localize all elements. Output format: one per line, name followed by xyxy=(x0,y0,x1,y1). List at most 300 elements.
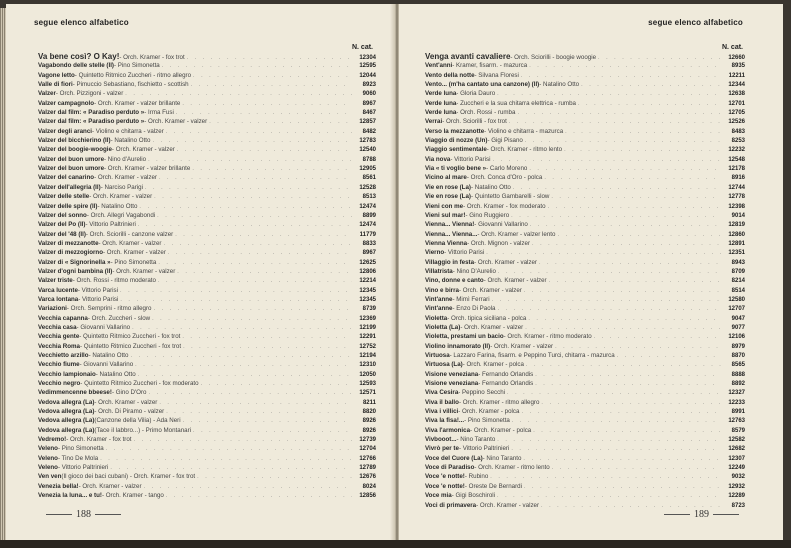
entry-title: Va bene così? O Kay! xyxy=(38,52,120,61)
leader-dots xyxy=(150,137,352,146)
entry-performer: - Vittorio Parisi xyxy=(78,295,119,303)
entry-title: Virtuosa (La) xyxy=(425,361,463,369)
entry-title: Vienna... Vienna... xyxy=(425,230,478,238)
entry-catalog-number: 8482 xyxy=(362,128,376,135)
entry-catalog-number: 8935 xyxy=(731,63,745,70)
entry-performer: - Vittorio Parisi xyxy=(450,155,491,163)
list-item xyxy=(38,192,376,201)
left-entry-list xyxy=(38,52,376,501)
list-item xyxy=(38,379,376,388)
leader-dots xyxy=(539,399,721,408)
list-item xyxy=(38,463,376,472)
list-item xyxy=(425,127,745,136)
entry-performer: - Vittorio Paltrinieri xyxy=(85,221,136,229)
entry-title: Verde luna xyxy=(425,109,457,117)
entry-catalog-number: 12766 xyxy=(359,455,376,462)
list-item xyxy=(38,360,376,369)
list-item xyxy=(38,127,376,136)
list-item xyxy=(425,145,745,154)
list-item xyxy=(38,416,376,425)
entry-performer: - Orch. Allegri Vagabondi xyxy=(86,211,156,219)
list-item xyxy=(425,117,745,126)
entry-performer: - Natalino Otto xyxy=(97,202,138,210)
list-item xyxy=(38,248,376,257)
entry-catalog-number: 11779 xyxy=(359,231,376,238)
entry-performer: - Natalino Otto xyxy=(110,137,151,145)
entry-performer: - Peppino Secchi xyxy=(458,389,506,397)
entry-performer: - Vittorio Parisi xyxy=(444,249,485,257)
left-page xyxy=(6,4,395,540)
entry-catalog-number: 12289 xyxy=(728,493,745,500)
entry-title: Vino, donne e canto xyxy=(425,277,484,285)
leader-dots xyxy=(495,436,721,445)
entry-title: Valzer del buon umore xyxy=(38,165,105,173)
leader-dots xyxy=(509,445,721,454)
entry-title: Valzer campagnolo xyxy=(38,99,95,107)
entry-title: Viaggio sentimentale xyxy=(425,146,487,154)
entry-title: Villatrista xyxy=(425,267,453,275)
entry-performer: - Violino e chitarra - mazurca xyxy=(484,127,564,135)
list-item xyxy=(38,426,376,435)
leader-dots xyxy=(118,296,352,305)
list-item xyxy=(38,164,376,173)
entry-title: Vedremo! xyxy=(38,436,67,444)
entry-catalog-number: 8967 xyxy=(362,100,376,107)
entry-title: Venga avanti cavaliere xyxy=(425,52,511,61)
entry-performer: - Orch. Sciorilli - fox trot xyxy=(442,118,507,126)
entry-title: Valzer del bicchierino (Il) xyxy=(38,137,111,145)
entry-catalog-number: 12214 xyxy=(359,278,376,285)
leader-dots xyxy=(128,352,352,361)
leader-dots xyxy=(157,399,352,408)
right-page xyxy=(399,4,783,540)
entry-catalog-number: 12369 xyxy=(359,315,376,322)
entry-performer: - Orch. Kramer - ritmo lento xyxy=(474,464,550,472)
entry-catalog-number: 8579 xyxy=(731,427,745,434)
entry-catalog-number: 12856 xyxy=(359,493,376,500)
list-item xyxy=(425,61,745,70)
right-entry-list xyxy=(425,52,745,510)
entry-performer: - Orch. Kramer - valzer xyxy=(490,342,554,350)
list-item xyxy=(425,183,745,192)
list-item xyxy=(38,295,376,304)
entry-catalog-number: 8739 xyxy=(362,306,376,313)
entry-title: Violetta xyxy=(425,314,448,322)
leader-dots xyxy=(132,436,352,445)
entry-catalog-number: 12744 xyxy=(728,184,745,191)
leader-dots xyxy=(555,231,721,240)
list-item xyxy=(425,258,745,267)
entry-performer: - Natalino Otto xyxy=(88,352,129,359)
entry-catalog-number: 12806 xyxy=(359,268,376,275)
list-item xyxy=(38,323,376,332)
entry-catalog-number: 12638 xyxy=(728,91,745,98)
entry-performer: - Fernando Orlandis xyxy=(478,380,534,388)
entry-performer: - Orch. Di Piramo - valzer xyxy=(94,408,165,416)
entry-catalog-number: 12860 xyxy=(728,231,745,238)
leader-dots xyxy=(161,240,352,249)
leader-dots xyxy=(542,174,721,183)
entry-performer: - Orch. Rossi - rumba xyxy=(456,109,516,117)
entry-title: Vivbooot... xyxy=(425,436,457,444)
entry-title: Vedova allegra (La) xyxy=(38,417,95,425)
entry-title: Valzer del boogie-woogie xyxy=(38,146,112,154)
list-item xyxy=(38,342,376,351)
entry-title: Visione veneziana xyxy=(425,370,479,378)
list-item xyxy=(38,145,376,154)
right-page-number-text: 189 xyxy=(694,509,709,520)
entry-title: Vie en rose (La) xyxy=(425,183,471,191)
leader-dots xyxy=(199,380,352,389)
entry-title: Vecchia capanna xyxy=(38,314,88,322)
entry-catalog-number: 12891 xyxy=(728,240,745,247)
entry-performer: - Orch. Kramer - valzer xyxy=(474,258,537,266)
entry-performer: - Lazzaro Farina, fisarm. e Peppino Turci, chitarra - mazurca xyxy=(449,352,615,359)
entry-title: Valzer di mezzanotte xyxy=(38,239,99,247)
entry-title: Vedimmencenne bbeese! xyxy=(38,389,112,397)
entry-title: Valzer dal film: « Paradiso perduto » xyxy=(38,118,145,126)
entry-performer: - Quintetto Ritmico Zuccheri - fox moderato xyxy=(80,380,199,388)
leader-dots xyxy=(156,259,352,268)
entry-performer: - Quintetto Ritmico Zuccheri - ritmo allegro xyxy=(74,71,192,79)
leader-dots xyxy=(164,128,352,137)
entry-performer: - Pino Simonetta xyxy=(110,258,157,266)
leader-dots xyxy=(133,361,352,370)
entry-performer: - Pino Simonetta xyxy=(57,445,104,453)
entry-performer: - Tino De Mola xyxy=(57,454,99,462)
entry-catalog-number: 12905 xyxy=(359,166,376,173)
list-item xyxy=(38,370,376,379)
entry-title: Vecchia casa xyxy=(38,323,77,331)
entry-performer: - Quintetto Ritmico Zuccheri - fox trot xyxy=(79,342,182,350)
list-item xyxy=(425,388,745,397)
entry-catalog-number: 12211 xyxy=(728,72,745,79)
entry-title: Valzer degli aranci xyxy=(38,127,92,135)
list-item xyxy=(425,351,745,360)
entry-title: Veleno xyxy=(38,445,58,453)
entry-performer: - Orch. Kramer - valzer lento xyxy=(477,230,556,238)
entry-catalog-number: 12752 xyxy=(359,343,376,350)
entry-catalog-number: 8483 xyxy=(731,128,745,135)
entry-performer: - Orch. Kramer - valzer xyxy=(94,398,158,406)
leader-dots xyxy=(496,305,722,314)
list-item xyxy=(425,239,745,248)
entry-catalog-number: 8788 xyxy=(362,156,376,163)
leader-dots xyxy=(515,109,721,118)
entry-title: Varca lontana xyxy=(38,295,79,303)
entry-performer: - Orch. Kramer - polca xyxy=(462,361,524,369)
entry-title: Valzer xyxy=(38,90,56,98)
list-item xyxy=(425,267,745,276)
entry-title: Valzer del buon umore xyxy=(38,155,105,163)
list-item xyxy=(38,239,376,248)
entry-performer: - Orch. Kramer - valzer xyxy=(460,323,524,331)
list-item xyxy=(425,491,745,500)
entry-performer: - Nino Taranto xyxy=(456,436,496,444)
entry-title: Voce 'e notte! xyxy=(425,473,465,481)
entry-title: Valzer d'ogni bambina (Il) xyxy=(38,267,113,275)
entry-performer: - Pimuccio Sebastiano, fischietto - scottish xyxy=(72,81,189,89)
entry-performer: - Orch. tipica siciliana - polca xyxy=(447,314,527,322)
entry-title: Vent'anni xyxy=(425,62,453,70)
entry-performer: - Carlo Moreno xyxy=(486,165,528,173)
leader-dots xyxy=(190,165,352,174)
entry-catalog-number: 8024 xyxy=(362,483,376,490)
entry-catalog-number: 12249 xyxy=(728,465,745,472)
list-item xyxy=(425,192,745,201)
leader-dots xyxy=(488,473,721,482)
entry-performer: - Orch. Kramer - fox trot xyxy=(66,436,132,444)
entry-title: Vivrò per te xyxy=(425,445,459,453)
leader-dots xyxy=(521,455,721,464)
entry-title: Vedova allegra (La) xyxy=(38,426,95,434)
list-item xyxy=(38,108,376,117)
entry-title: Vienna Vienna xyxy=(425,239,468,247)
leader-dots xyxy=(522,483,721,492)
entry-performer: - Orch. Kramer - valzer brillante xyxy=(94,99,181,107)
page-number-rule xyxy=(46,514,72,515)
leader-dots xyxy=(509,212,721,221)
entry-catalog-number: 8979 xyxy=(731,343,745,350)
entry-catalog-number: 12595 xyxy=(359,63,376,70)
entry-catalog-number: 12233 xyxy=(728,399,745,406)
entry-title: Varca lucente xyxy=(38,286,78,294)
list-item xyxy=(38,472,376,481)
entry-title: Vierno xyxy=(425,249,445,257)
entry-performer: - Zuccheri e la sua chitarra elettrica - rumba xyxy=(456,99,576,107)
leader-dots xyxy=(181,417,352,426)
entry-catalog-number: 8561 xyxy=(362,175,376,182)
leader-dots xyxy=(522,287,721,296)
entry-catalog-number: 8943 xyxy=(731,259,745,266)
entry-catalog-number: 8967 xyxy=(362,250,376,257)
leader-dots xyxy=(528,221,721,230)
entry-catalog-number: 12682 xyxy=(728,446,745,453)
entry-performer: - Gloria Dauro xyxy=(456,90,496,98)
list-item xyxy=(425,426,745,435)
entry-title: Valzer delle spire (Il) xyxy=(38,202,98,210)
leader-dots xyxy=(164,408,352,417)
entry-performer: - Orch. Mignon - valzer xyxy=(467,239,531,247)
list-item xyxy=(425,155,745,164)
leader-dots xyxy=(191,72,352,81)
entry-title: Violino innamorato (Il) xyxy=(425,342,491,350)
leader-dots xyxy=(150,315,352,324)
list-item xyxy=(38,314,376,323)
list-item xyxy=(38,276,376,285)
entry-catalog-number: 12310 xyxy=(359,362,376,369)
entry-catalog-number: 9047 xyxy=(731,315,745,322)
entry-title: Violetta (La) xyxy=(425,323,461,331)
entry-catalog-number: 12178 xyxy=(728,166,745,173)
list-item xyxy=(425,230,745,239)
entry-catalog-number: 12351 xyxy=(728,250,745,257)
list-item xyxy=(38,444,376,453)
entry-performer: - Vittorio Parisi xyxy=(77,286,119,294)
entry-catalog-number: 12548 xyxy=(728,156,745,163)
entry-performer: - Gigi Pisano xyxy=(487,137,523,145)
entry-title: Variazioni xyxy=(38,305,67,313)
leader-dots xyxy=(526,315,721,324)
list-item xyxy=(38,332,376,341)
entry-catalog-number: 8820 xyxy=(362,409,376,416)
entry-catalog-number: 8513 xyxy=(362,194,376,201)
leader-dots xyxy=(142,483,352,492)
entry-performer: - Vittorio Paltrinieri xyxy=(57,464,109,472)
leader-dots xyxy=(524,361,721,370)
leader-dots xyxy=(579,81,721,90)
entry-performer: - Pino Simonetta xyxy=(113,62,160,70)
entry-performer: - Violino e chitarra - valzer xyxy=(92,127,164,135)
entry-catalog-number: 12783 xyxy=(359,138,376,145)
entry-catalog-number: 12526 xyxy=(728,119,745,126)
leader-dots xyxy=(173,231,352,240)
list-item xyxy=(425,444,745,453)
entry-performer: - Orch. Kramer - valzer xyxy=(111,146,175,154)
list-item xyxy=(425,398,745,407)
entry-performer: - Orch. Kramer - valzer xyxy=(102,249,166,257)
entry-performer: - Natalino Otto xyxy=(539,81,580,89)
entry-catalog-number: 12705 xyxy=(728,110,745,117)
list-item xyxy=(425,295,745,304)
entry-performer: - Orch. Kramer - valzer xyxy=(483,277,547,285)
entry-catalog-number: 8926 xyxy=(362,427,376,434)
entry-performer: - Orch. Sciorilli - boogie woogie xyxy=(510,54,597,61)
entry-performer: (Canzone della Vilia) - Ada Neri xyxy=(94,417,181,425)
entry-catalog-number: 12345 xyxy=(359,287,376,294)
entry-catalog-number: 12345 xyxy=(359,296,376,303)
list-item xyxy=(425,342,745,351)
entry-catalog-number: 8923 xyxy=(362,82,376,89)
entry-title: Virtuosa xyxy=(425,352,450,359)
leader-dots xyxy=(207,118,352,127)
entry-title: Valzer di mezzogiorno xyxy=(38,249,103,257)
entry-title: Vino e birra xyxy=(425,286,459,294)
list-item xyxy=(425,202,745,211)
leader-dots xyxy=(180,100,352,109)
list-item xyxy=(425,304,745,313)
entry-catalog-number: 12704 xyxy=(359,446,376,453)
entry-performer: - Fernando Orlandis xyxy=(478,370,534,378)
leader-dots xyxy=(175,268,352,277)
list-item xyxy=(425,332,745,341)
entry-performer: - Enzo Di Paola xyxy=(452,305,496,313)
entry-catalog-number: 12932 xyxy=(728,483,745,490)
left-catalog-number-header: N. cat. xyxy=(351,44,373,51)
leader-dots xyxy=(195,473,352,482)
entry-performer: - Orch. Kramer - ritmo lento xyxy=(486,146,563,154)
leader-dots xyxy=(143,184,352,193)
right-page-number xyxy=(660,509,743,520)
leader-dots xyxy=(104,445,352,454)
entry-title: Venezia la luna... e tu! xyxy=(38,492,102,500)
entry-catalog-number: 8892 xyxy=(731,381,745,388)
page-number-rule xyxy=(95,514,121,515)
entry-title: Vecchio fiume xyxy=(38,361,80,369)
leader-dots xyxy=(157,174,352,183)
entry-catalog-number: 8916 xyxy=(731,175,745,182)
entry-catalog-number: 12474 xyxy=(359,222,376,229)
entry-performer: - Orch. Kramer - polca xyxy=(458,408,520,416)
entry-performer: - Pino Simonetta xyxy=(464,417,510,425)
entry-performer: - Orch. Kramer - valzer xyxy=(476,501,540,509)
right-catalog-number-header: N. cat. xyxy=(721,44,743,51)
entry-title: Vecchia Roma xyxy=(38,342,80,350)
entry-title: Verrai xyxy=(425,118,443,126)
entry-performer: - Giovanni Vallarino xyxy=(76,323,131,331)
list-item xyxy=(425,89,745,98)
entry-catalog-number: 12474 xyxy=(359,203,376,210)
entry-catalog-number: 9077 xyxy=(731,324,745,331)
entry-title: Vagone letto xyxy=(38,71,75,79)
entry-performer: - Orch. Kramer - ritmo allegro xyxy=(458,398,540,406)
entry-catalog-number: 12660 xyxy=(728,55,745,61)
entry-catalog-number: 12789 xyxy=(359,465,376,472)
entry-title: Valzer di « Signorinella » xyxy=(38,258,111,266)
entry-title: Valzer dal film: « Paradiso perduto » xyxy=(38,109,145,117)
entry-catalog-number: 12194 xyxy=(359,353,376,359)
list-item xyxy=(425,80,745,89)
entry-performer: - Orch. Kramer - valzer xyxy=(94,174,157,182)
entry-catalog-number: 12739 xyxy=(359,437,376,444)
leader-dots xyxy=(533,380,721,389)
entry-performer: - Orch. Kramer - valzer xyxy=(89,193,153,201)
entry-title: Viaggio di nozze (Un) xyxy=(425,137,488,145)
list-item xyxy=(425,71,745,80)
leader-dots xyxy=(175,146,352,155)
leader-dots xyxy=(151,305,352,314)
entry-catalog-number: 9014 xyxy=(731,212,745,219)
list-item xyxy=(425,136,745,145)
list-item xyxy=(425,248,745,257)
entry-performer: - Orch. Kramer - valzer xyxy=(98,239,162,247)
list-item xyxy=(425,99,745,108)
entry-title: Veleno xyxy=(38,454,58,462)
entry-title: Vienna... Vienna! xyxy=(425,221,475,229)
entry-performer: (Il gioco dei baci cubani) - Orch. Kramer - fox trot xyxy=(61,473,196,481)
leader-dots xyxy=(530,240,721,249)
entry-title: Vieni con me xyxy=(425,202,464,210)
list-item xyxy=(38,286,376,295)
entry-performer: - Gigi Boschiroli xyxy=(451,492,496,500)
entry-title: Vie en rose (La) xyxy=(425,193,471,201)
list-item xyxy=(425,463,745,472)
entry-performer: - Orch. Kramer - ritmo moderato xyxy=(503,333,592,341)
leader-dots xyxy=(181,343,352,352)
entry-title: Villaggio in festa xyxy=(425,258,475,266)
leader-dots xyxy=(615,352,721,361)
entry-catalog-number: 12232 xyxy=(728,147,745,154)
entry-title: Vedova allegra (La) xyxy=(38,408,95,416)
entry-catalog-number: 12304 xyxy=(359,55,376,61)
leader-dots xyxy=(490,296,721,305)
list-item xyxy=(38,491,376,500)
leader-dots xyxy=(527,62,721,71)
entry-catalog-number: 8888 xyxy=(731,371,745,378)
list-item xyxy=(38,304,376,313)
entry-title: Verso la mezzanotte xyxy=(425,127,485,135)
entry-title: Vecchio negro xyxy=(38,380,81,388)
entry-performer: - Orch. Sciorilli - canzone valzer xyxy=(85,230,174,238)
entry-title: Voce mia xyxy=(425,492,452,500)
entry-catalog-number: 12580 xyxy=(728,296,745,303)
leader-dots xyxy=(537,259,721,268)
list-item xyxy=(38,211,376,220)
entry-title: Vecchia gente xyxy=(38,333,80,341)
entry-performer: - Natalino Otto xyxy=(95,370,136,378)
list-item xyxy=(38,407,376,416)
list-item xyxy=(425,454,745,463)
